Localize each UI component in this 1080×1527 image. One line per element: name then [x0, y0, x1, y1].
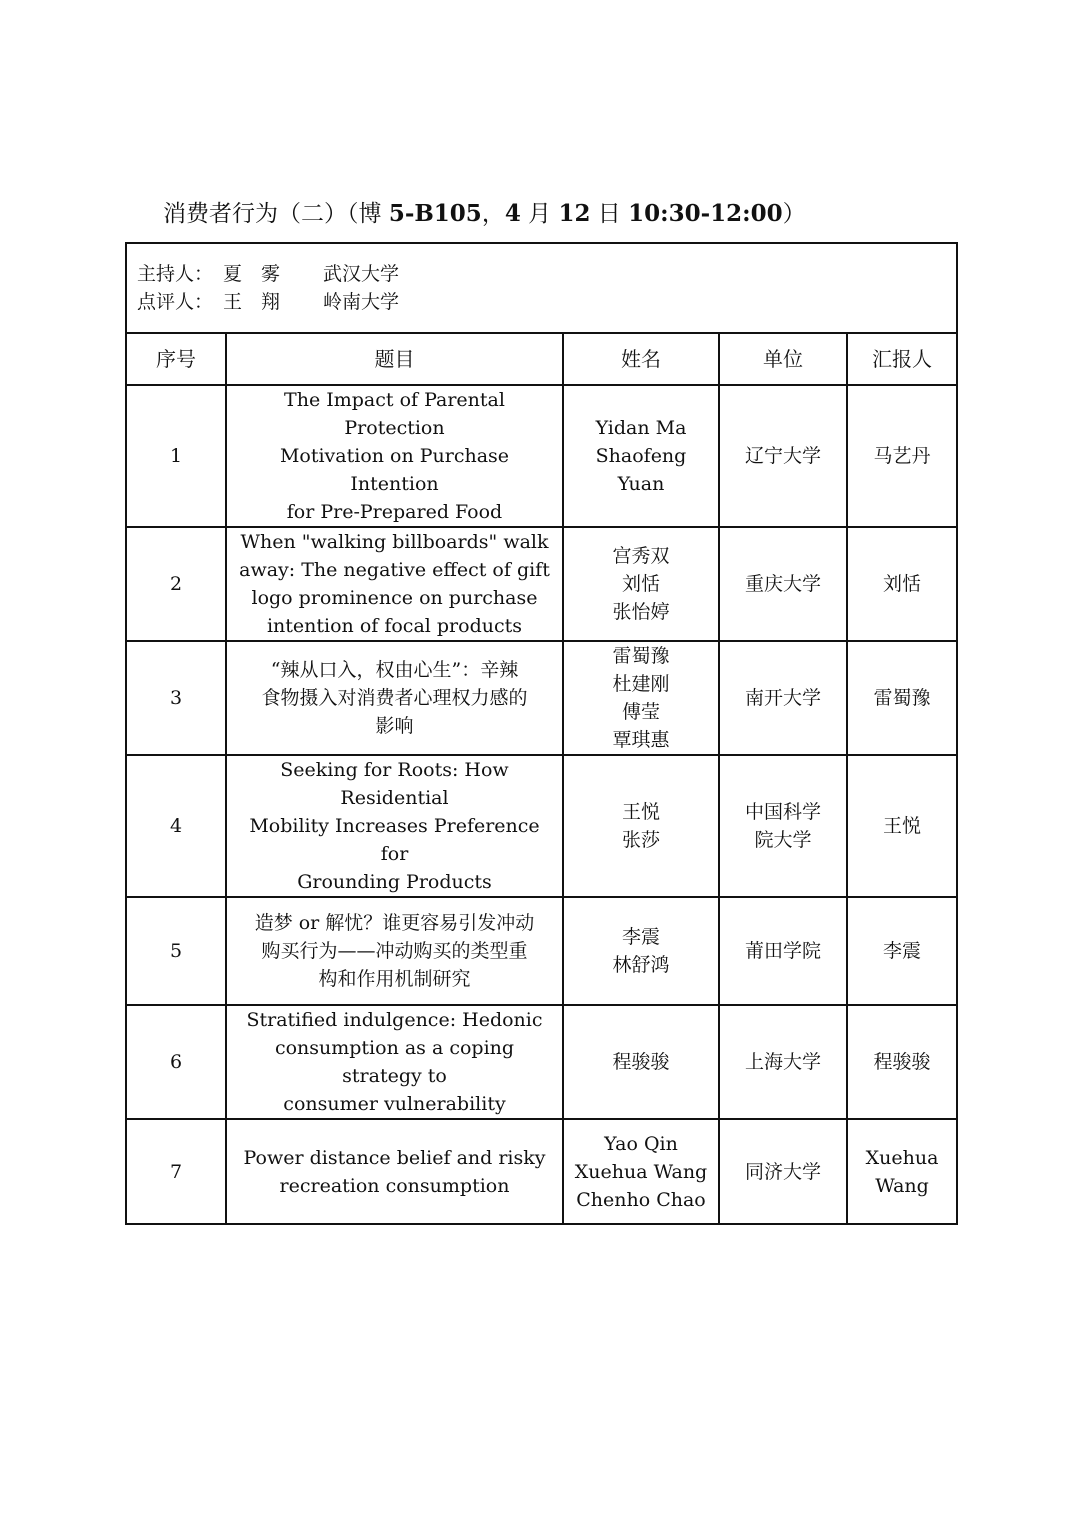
- title-month: 4: [504, 200, 521, 227]
- cell-affiliation-line: 上海大学: [744, 1051, 821, 1073]
- cell-affiliation: [719, 1119, 847, 1224]
- cell-title-line: 影响: [375, 715, 414, 737]
- cell-affiliation: [719, 897, 847, 1005]
- cell-authors-line: 王悦: [621, 801, 660, 823]
- host-name: 夏 雾: [223, 263, 281, 285]
- table-row: [126, 755, 957, 897]
- cell-presenter: [847, 755, 957, 897]
- title-separator: ，: [481, 201, 505, 227]
- column-header-authors: 姓名: [563, 333, 719, 385]
- title-day: 12: [558, 200, 591, 227]
- session-info-row: [126, 243, 957, 333]
- cell-authors: [563, 527, 719, 641]
- cell-number: 5: [126, 897, 226, 1005]
- cell-number: 3: [126, 641, 226, 755]
- cell-authors-line: 杜建刚: [612, 673, 670, 695]
- table-row: [126, 641, 957, 755]
- cell-title-line: Motivation on Purchase Intention: [279, 445, 510, 495]
- column-header-presenter: 汇报人: [847, 333, 957, 385]
- cell-title-line: Stratified indulgence: Hedonic: [246, 1009, 543, 1031]
- cell-title-line: Grounding Products: [297, 871, 492, 893]
- cell-title: [226, 641, 563, 755]
- cell-affiliation: [719, 641, 847, 755]
- table-row: [126, 1005, 957, 1119]
- cell-presenter: [847, 1119, 957, 1224]
- cell-authors: [563, 1005, 719, 1119]
- cell-authors-line: Shaofeng Yuan: [595, 445, 687, 495]
- reviewer-label: 点评人：: [137, 291, 214, 313]
- cell-presenter-line: 李震: [883, 940, 922, 962]
- cell-authors-line: 程骏骏: [612, 1051, 670, 1073]
- cell-title-line: Power distance belief and risky: [243, 1146, 546, 1169]
- title-day-char: 日: [590, 201, 629, 227]
- cell-title-line: “辣从口入，权由心生”：辛辣: [270, 659, 519, 681]
- cell-number: 7: [126, 1119, 226, 1224]
- cell-affiliation-line: 院大学: [754, 829, 812, 851]
- table-header-row: [126, 333, 957, 385]
- column-header-number: 序号: [126, 333, 226, 385]
- cell-title: [226, 1005, 563, 1119]
- title-time: 10:30-12:00: [628, 200, 783, 227]
- cell-affiliation-line: 辽宁大学: [744, 445, 821, 467]
- session-info-cell: [126, 243, 957, 333]
- cell-number: 4: [126, 755, 226, 897]
- cell-title-line: consumption as a coping strategy to: [274, 1037, 515, 1087]
- cell-title-line: 造梦 or 解忧？谁更容易引发冲动: [254, 912, 535, 934]
- schedule-table: [125, 242, 958, 1225]
- cell-affiliation: [719, 385, 847, 527]
- table-row: [126, 385, 957, 527]
- cell-title-line: intention of focal products: [266, 615, 523, 637]
- cell-authors: [563, 755, 719, 897]
- cell-authors-line: 李震: [621, 926, 660, 948]
- cell-presenter: [847, 1005, 957, 1119]
- cell-presenter: [847, 897, 957, 1005]
- cell-authors-line: Yao Qin: [604, 1132, 678, 1155]
- cell-title: [226, 527, 563, 641]
- cell-title: [226, 897, 563, 1005]
- cell-authors-line: 林舒鸿: [612, 954, 670, 976]
- cell-affiliation-line: 中国科学: [744, 801, 821, 823]
- cell-number: 6: [126, 1005, 226, 1119]
- cell-title: [226, 755, 563, 897]
- cell-presenter-line: 刘恬: [883, 573, 922, 595]
- cell-authors-line: 雷蜀豫: [612, 645, 670, 667]
- reviewer-affiliation: 岭南大学: [323, 291, 400, 313]
- reviewer-name: 王 翔: [223, 291, 281, 313]
- reviewer-line: [137, 288, 946, 316]
- cell-title-line: 构和作用机制研究: [318, 968, 471, 990]
- cell-title-line: away: The negative effect of gift: [239, 559, 550, 581]
- cell-presenter-line: Xuehua: [865, 1146, 939, 1169]
- cell-title-line: for Pre-Prepared Food: [286, 501, 503, 523]
- host-affiliation: 武汉大学: [323, 263, 400, 285]
- host-line: [137, 260, 946, 288]
- title-suffix: ）: [782, 201, 806, 227]
- cell-title: [226, 1119, 563, 1224]
- cell-authors-line: Chenho Chao: [576, 1188, 706, 1211]
- cell-title-line: Seeking for Roots: How Residential: [280, 759, 509, 809]
- cell-title-line: When "walking billboards" walk: [240, 531, 549, 553]
- title-month-char: 月: [520, 201, 559, 227]
- cell-authors: [563, 385, 719, 527]
- cell-affiliation-line: 同济大学: [744, 1160, 821, 1183]
- cell-presenter-line: 程骏骏: [873, 1051, 931, 1073]
- table-row: [126, 897, 957, 1005]
- cell-authors-line: Yidan Ma: [595, 417, 687, 439]
- cell-title-line: 食物摄入对消费者心理权力感的: [261, 687, 528, 709]
- cell-presenter-line: 马艺丹: [873, 445, 931, 467]
- cell-title-line: consumer vulnerability: [283, 1093, 506, 1115]
- cell-presenter-line: 王悦: [883, 815, 922, 837]
- column-header-title: 题目: [226, 333, 563, 385]
- cell-presenter-line: 雷蜀豫: [873, 687, 931, 709]
- cell-authors-line: 宫秀双: [612, 545, 670, 567]
- table-row: [126, 527, 957, 641]
- cell-authors-line: 张莎: [621, 829, 660, 851]
- title-room: 5-B105: [388, 200, 482, 227]
- cell-title-line: 购买行为——冲动购买的类型重: [261, 940, 528, 962]
- cell-affiliation-line: 重庆大学: [744, 573, 821, 595]
- cell-affiliation-line: 莆田学院: [744, 940, 821, 962]
- page-title: [163, 196, 806, 232]
- cell-authors: [563, 897, 719, 1005]
- cell-authors: [563, 641, 719, 755]
- cell-affiliation-line: 南开大学: [744, 687, 821, 709]
- cell-presenter: [847, 527, 957, 641]
- table-row: [126, 1119, 957, 1224]
- cell-authors-line: 覃琪惠: [612, 729, 670, 751]
- cell-title-line: Mobility Increases Preference for: [249, 815, 540, 865]
- column-header-affiliation: 单位: [719, 333, 847, 385]
- cell-presenter: [847, 641, 957, 755]
- cell-authors-line: 傅莹: [621, 701, 660, 723]
- cell-presenter-line: Wang: [875, 1174, 929, 1197]
- cell-title-line: logo prominence on purchase: [251, 587, 538, 609]
- cell-title-line: recreation consumption: [279, 1174, 510, 1197]
- cell-presenter: [847, 385, 957, 527]
- cell-authors-line: 张怡婷: [612, 601, 670, 623]
- cell-affiliation: [719, 755, 847, 897]
- title-prefix: 消费者行为（二）（博: [163, 201, 389, 227]
- cell-authors-line: 刘恬: [621, 573, 660, 595]
- cell-title-line: The Impact of Parental Protection: [284, 389, 505, 439]
- cell-title: [226, 385, 563, 527]
- cell-affiliation: [719, 527, 847, 641]
- cell-authors-line: Xuehua Wang: [574, 1160, 708, 1183]
- host-label: 主持人：: [137, 263, 214, 285]
- cell-authors: [563, 1119, 719, 1224]
- cell-number: 2: [126, 527, 226, 641]
- cell-affiliation: [719, 1005, 847, 1119]
- cell-number: 1: [126, 385, 226, 527]
